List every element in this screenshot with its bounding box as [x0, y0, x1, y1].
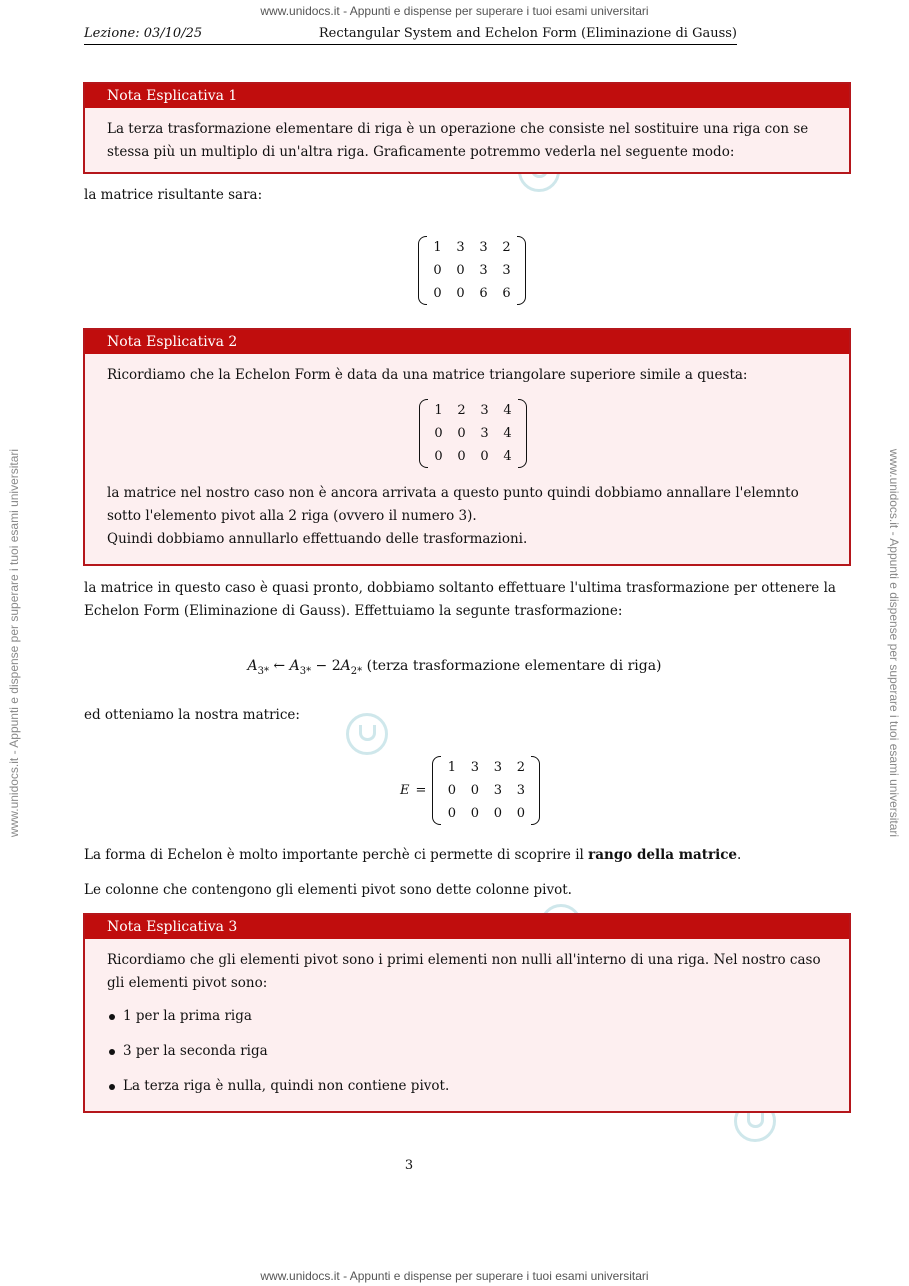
matrix-cell: 0 — [493, 806, 503, 821]
matrix-grid — [440, 756, 532, 825]
matrix-cell: 0 — [470, 783, 480, 798]
watermark-top: www.unidocs.it - Appunti e dispense per superare i tuoi esami universitari — [260, 4, 649, 18]
note-body — [85, 939, 849, 1118]
row-operation-formula — [0, 658, 909, 677]
page-number: 3 — [404, 1158, 414, 1173]
paragraph: Le colonne che contengono gli elementi pivot sono dette colonne pivot. — [84, 882, 572, 898]
formula-var: A — [340, 658, 351, 674]
note-title: Nota Esplicativa 3 — [85, 915, 849, 939]
matrix-brackets — [418, 236, 526, 305]
matrix-cell: 1 — [433, 240, 442, 255]
matrix-cell: 0 — [457, 449, 466, 464]
paragraph — [84, 844, 854, 867]
note-body: La terza trasformazione elementare di riga è un operazione che consiste nel sostituire una riga con se stessa più un multiplo di un'altra riga. Graficamente potremmo vederla nel seguente modo: — [107, 121, 809, 160]
matrix-cell: 4 — [503, 449, 512, 464]
matrix-cell: 6 — [479, 286, 488, 301]
paragraph: la matrice risultante sara: — [84, 187, 263, 203]
matrix-cell: 0 — [470, 806, 480, 821]
formula-arrow: ← — [268, 658, 290, 674]
matrix-cell: 3 — [480, 403, 489, 418]
formula-sub: 3* — [299, 665, 312, 677]
formula-sub: 3* — [257, 665, 269, 677]
matrix-cell: 0 — [433, 263, 442, 278]
matrix-cell: 3 — [493, 783, 503, 798]
matrix-cell: 3 — [479, 263, 488, 278]
matrix-cell: 0 — [434, 449, 443, 464]
matrix-cell: 0 — [434, 426, 443, 441]
matrix-E — [400, 756, 540, 825]
note-body — [85, 354, 849, 559]
matrix-cell: 0 — [480, 449, 489, 464]
lecture-date: Lezione: 03/10/25 — [84, 26, 203, 41]
matrix-grid — [427, 399, 519, 468]
matrix-cell: 3 — [479, 240, 488, 255]
matrix-cell: 0 — [456, 286, 465, 301]
matrix-cell: 0 — [516, 806, 526, 821]
matrix-cell: 3 — [516, 783, 526, 798]
formula-sub: 2* — [350, 665, 363, 677]
matrix-cell: 0 — [456, 263, 465, 278]
matrix-cell: 4 — [503, 403, 512, 418]
formula-var: A — [289, 658, 300, 674]
formula-var: A — [247, 658, 258, 674]
matrix-cell: 0 — [457, 426, 466, 441]
note-intro: Ricordiamo che la Echelon Form è data da una matrice triangolare superiore simile a questa: — [107, 367, 748, 383]
matrix-cell: 3 — [502, 263, 511, 278]
formula-note: (terza trasformazione elementare di riga) — [362, 658, 662, 674]
matrix-cell: 2 — [516, 760, 526, 775]
paragraph: ed otteniamo la nostra matrice: — [84, 707, 300, 723]
watermark-right: www.unidocs.it - Appunti e dispense per superare i tuoi esami universitari — [887, 448, 901, 838]
matrix-cell: 1 — [434, 403, 443, 418]
matrix-cell: 3 — [493, 760, 503, 775]
matrix-brackets — [419, 399, 527, 468]
note-text: la matrice nel nostro caso non è ancora arrivata a questo punto quindi dobbiamo annallare l'elemnto sotto l'elemento pivot alla 2 riga (ovvero il numero 3). — [107, 485, 799, 524]
equals-sign: = — [415, 783, 427, 798]
list-item: 1 per la prima riga — [107, 1005, 827, 1028]
note-title: Nota Esplicativa 1 — [85, 84, 849, 108]
note-intro: Ricordiamo che gli elementi pivot sono i primi elementi non nulli all'interno di una riga. Nel nostro caso gli elementi pivot sono: — [107, 952, 821, 991]
matrix-echelon-example — [419, 399, 527, 468]
matrix-cell: 3 — [470, 760, 480, 775]
paragraph: la matrice in questo caso è quasi pronto, dobbiamo soltanto effettuare l'ultima trasformazione per ottenere la Echelon Form (Eliminazione di Gauss). Effettuiamo la segunte trasformazione: — [84, 580, 836, 619]
matrix-cell: 3 — [456, 240, 465, 255]
bold-term: rango della matrice — [588, 847, 738, 863]
matrix-cell: 1 — [447, 760, 457, 775]
text-run: . — [737, 847, 742, 863]
pivot-list — [107, 1005, 827, 1098]
note-box-1 — [83, 82, 851, 174]
note-box-2 — [83, 328, 851, 566]
matrix-grid — [426, 236, 518, 305]
matrix-cell: 2 — [457, 403, 466, 418]
header-title: Rectangular System and Echelon Form (Eliminazione di Gauss) — [318, 26, 737, 41]
note-text: Quindi dobbiamo annullarlo effettuando delle trasformazioni. — [107, 531, 528, 547]
list-item: La terza riga è nulla, quindi non contiene pivot. — [107, 1075, 827, 1098]
matrix-cell: 6 — [502, 286, 511, 301]
list-item: 3 per la seconda riga — [107, 1040, 827, 1063]
watermark-bottom: www.unidocs.it - Appunti e dispense per superare i tuoi esami universitari — [260, 1269, 649, 1283]
matrix-holder — [107, 387, 827, 482]
matrix-cell: 2 — [502, 240, 511, 255]
matrix-result — [418, 236, 526, 305]
formula-op: − 2 — [311, 658, 341, 674]
note-box-3 — [83, 913, 851, 1113]
matrix-brackets — [432, 756, 540, 825]
matrix-cell: 0 — [447, 806, 457, 821]
matrix-cell: 3 — [480, 426, 489, 441]
matrix-cell: 0 — [433, 286, 442, 301]
matrix-cell: 0 — [447, 783, 457, 798]
watermark-left: www.unidocs.it - Appunti e dispense per superare i tuoi esami universitari — [7, 448, 21, 838]
text-run: La forma di Echelon è molto importante perchè ci permette di scoprire il — [84, 847, 589, 863]
note-title: Nota Esplicativa 2 — [85, 330, 849, 354]
matrix-label: E — [400, 783, 410, 798]
running-header — [84, 26, 737, 45]
matrix-cell: 4 — [503, 426, 512, 441]
